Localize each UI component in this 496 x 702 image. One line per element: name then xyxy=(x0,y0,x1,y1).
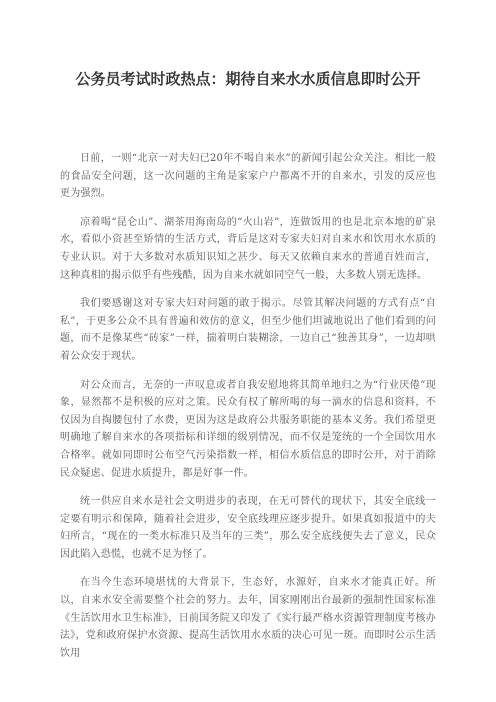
paragraph-3: 我们要感谢这对专家夫妇对问题的敢于揭示。尽管其解决问题的方式有点“自私”，于更多公众不具有普遍和效仿的意义，但至少他们坦诚地说出了他们看到的问题，而不是像某些“砖家”一样，揣着明白装糊涂，一边自己“独善其身”，一边却哄着公众安于现状。 xyxy=(60,298,436,362)
paragraph-4: 对公众而言，无奈的一声叹息或者自我安慰地将其简单地归之为“行业厌倦”现象，显然都不是积极的应对之策。民众有权了解所喝的每一滴水的信息和资料，不仅因为自掏腰包付了水费，更因为这是政府公共服务职能的基本义务。我们希望更明确地了解自来水的各项指标和详细的级别情况，而不仅是笼统的一个全国饮用水合格率。就如同即时公布空气污染指数一样，相信水质信息的即时公开，对于消除民众疑虑、促进水质提升，都是好事一件。 xyxy=(60,379,436,479)
document-body xyxy=(60,150,436,673)
paragraph-5: 统一供应自来水是社会文明进步的表现，在无可替代的现状下，其安全底线一定要有明示和保障，随着社会进步，安全底线理应逐步提升。如果真如报道中的夫妇所言，“现在的一类水标准只及当年的三类”，那么安全底线便失去了意义，民众因此陷入恐慌，也就不足为怪了。 xyxy=(60,496,436,560)
paragraph-6: 在当今生态环境堪忧的大背景下，生态好，水源好，自来水才能真正好。所以，自来水安全需要整个社会的努力。去年，国家刚刚出台最新的强制性国家标准《生活饮用水卫生标准》，日前国务院又印发了《实行最严格水资源管理制度考核办法》，党和政府保护水资源、提高生活饮用水水质的决心可见一斑。而即时公示生活饮用 xyxy=(60,577,436,659)
paragraph-2: 凉着喝“昆仑山”、湖茶用海南岛的“火山岩”，连做饭用的也是北京本地的矿泉水，看似小资甚至矫情的生活方式，背后是这对专家夫妇对自来水和饮用水水质的专业认识。对于大多数对水质知识知之甚少、每天又依赖自来水的普通百姓而言，这种真相的揭示似乎有些残酷，因为自来水就如同空气一般，大多数人别无选择。 xyxy=(60,216,436,281)
paragraph-1: 日前，一则“北京一对夫妇已20年不喝自来水”的新闻引起公众关注。相比一般的食品安全问题，这一次问题的主角是家家户户都离不开的自来水，引发的反应也更为强烈。 xyxy=(60,153,436,200)
document-title: 公务员考试时政热点：期待自来水水质信息即时公开 xyxy=(75,70,421,88)
